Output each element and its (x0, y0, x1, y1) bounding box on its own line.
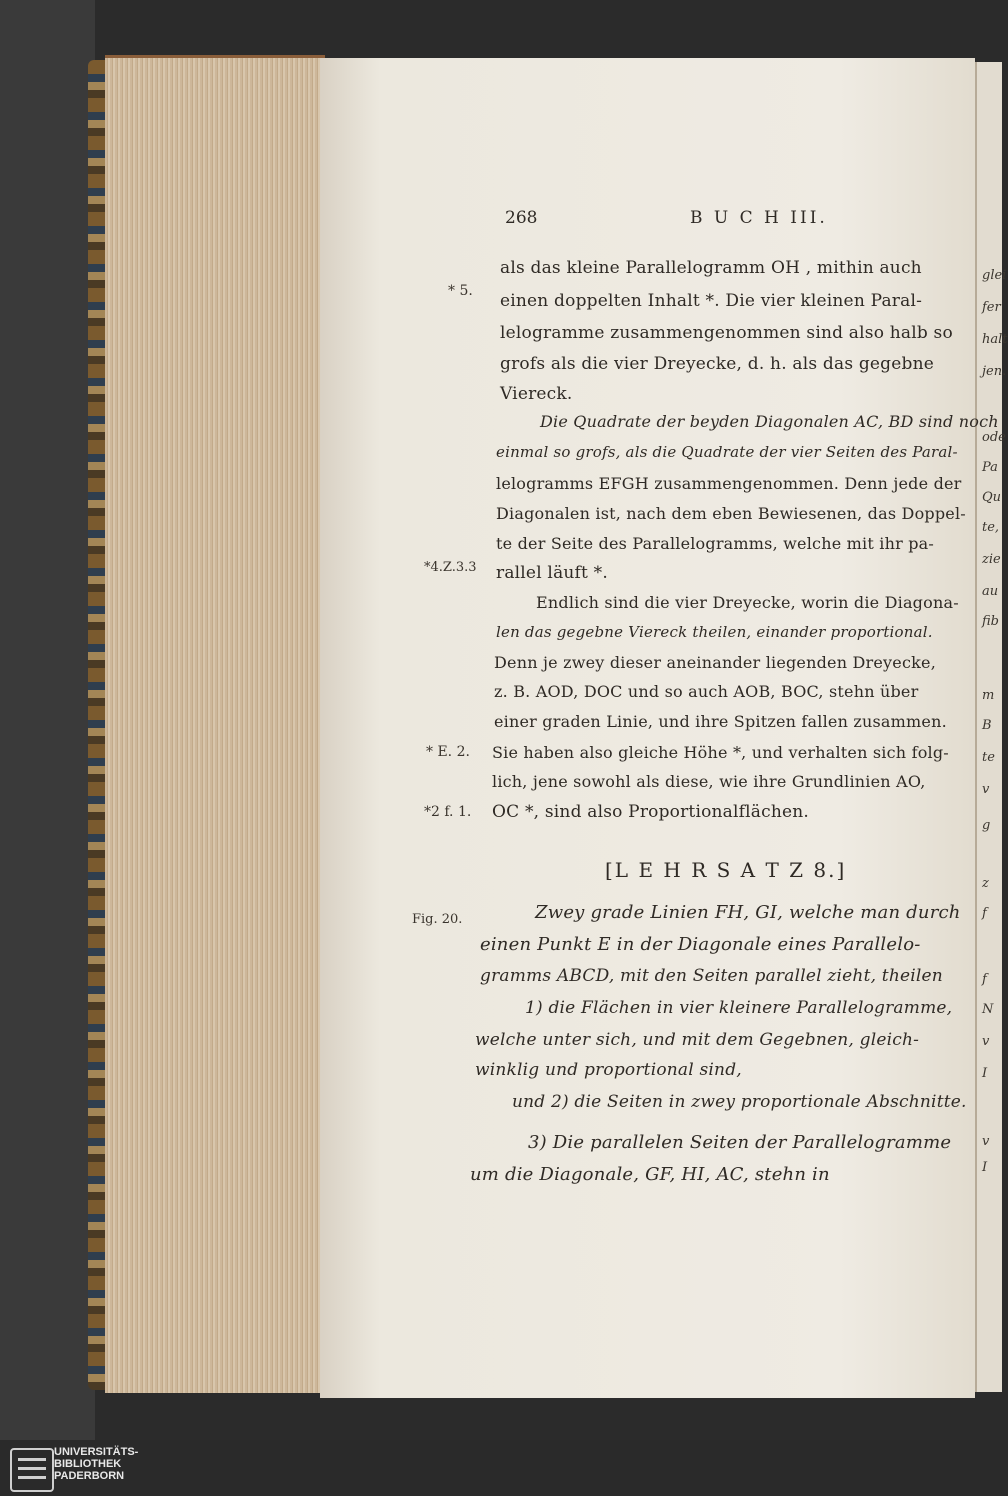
facing-page-fragment: N (982, 1002, 994, 1017)
theorem-line: winklig und proportional sind, (475, 1060, 742, 1080)
library-logo-icon (10, 1448, 54, 1492)
facing-page-fragment: Pa (982, 460, 998, 475)
text-line: einen doppelten Inhalt *. Die vier kleinen Paral- (500, 291, 923, 311)
text-line: Viereck. (500, 384, 573, 404)
margin-note: *2 f. 1. (424, 804, 472, 820)
facing-page-fragment: te (982, 750, 995, 765)
facing-page-fragment: au (982, 584, 999, 599)
text-line: len das gegebne Viereck theilen, einander proportional. (496, 623, 933, 641)
background-left (0, 0, 95, 1440)
facing-page-fragment: I (982, 1066, 988, 1081)
theorem-heading: [L E H R S A T Z 8.] (605, 858, 847, 882)
logo-line: UNIVERSITÄTS- (54, 1446, 139, 1458)
margin-note: * 5. (448, 283, 473, 299)
facing-page-fragment: I (982, 1160, 988, 1175)
theorem-line: 3) Die parallelen Seiten der Parallelogramme (528, 1132, 952, 1153)
facing-page-fragment: ode (982, 430, 1006, 445)
facing-page-fragment: halt (982, 332, 1008, 347)
text-line: z. B. AOD, DOC und so auch AOB, BOC, stehn über (494, 682, 919, 701)
text-line: Sie haben also gleiche Höhe *, und verhalten sich folg- (492, 743, 949, 762)
facing-page-fragment: fer (982, 300, 1001, 315)
facing-page-fragment: z (982, 876, 989, 891)
margin-note: *4.Z.3.3 (424, 560, 477, 575)
text-line: Diagonalen ist, nach dem eben Bewiesenen, das Doppel- (496, 504, 966, 523)
facing-page-fragment: f (982, 972, 987, 987)
text-line: lich, jene sowohl als diese, wie ihre Grundlinien AO, (492, 772, 926, 791)
facing-page-fragment: fib (982, 614, 999, 629)
text-line: OC *, sind also Proportionalflächen. (492, 802, 810, 822)
facing-page-fragment: v (982, 1034, 990, 1049)
facing-page-fragment: te, (982, 520, 1000, 535)
text-line: als das kleine Parallelogramm OH , mithin auch (500, 258, 922, 278)
facing-page-fragment: jen. (982, 364, 1007, 379)
running-title: B U C H III. (690, 208, 828, 228)
text-line: einer graden Linie, und ihre Spitzen fallen zusammen. (494, 712, 947, 731)
text-line: Die Quadrate der beyden Diagonalen AC, BD sind noch (540, 412, 999, 431)
text-line: grofs als die vier Dreyecke, d. h. als das gegebne (500, 354, 935, 374)
theorem-line: um die Diagonale, GF, HI, AC, stehn in (470, 1164, 830, 1185)
facing-page-fragment: zie (982, 552, 1001, 567)
text-line: te der Seite des Parallelogramms, welche mit ihr pa- (496, 534, 935, 553)
facing-page-fragment: f (982, 906, 987, 921)
logo-line: PADERBORN (54, 1470, 125, 1482)
facing-page-fragment: v (982, 1134, 990, 1149)
facing-page-fragment: glei (982, 268, 1007, 283)
page-number: 268 (505, 208, 538, 228)
theorem-line: und 2) die Seiten in zwey proportionale Abschnitte. (512, 1092, 967, 1112)
library-logo-text (54, 1446, 138, 1482)
theorem-line: welche unter sich, und mit dem Gegebnen, gleich- (475, 1030, 920, 1050)
theorem-line: Zwey grade Linien FH, GI, welche man durch (535, 902, 961, 923)
text-line: Denn je zwey dieser aneinander liegenden Dreyecke, (494, 653, 936, 672)
facing-page-fragment: B (982, 718, 992, 733)
facing-page-fragment: g (982, 818, 991, 833)
theorem-line: 1) die Flächen in vier kleinere Parallelogramme, (525, 998, 953, 1018)
text-line: Endlich sind die vier Dreyecke, worin die Diagona- (536, 593, 959, 612)
facing-page-fragment: v (982, 782, 990, 797)
facing-page-fragment: m (982, 688, 995, 703)
text-line: rallel läuft *. (496, 563, 608, 583)
text-line: lelogramms EFGH zusammengenommen. Denn jede der (496, 474, 962, 493)
figure-reference: Fig. 20. (412, 912, 463, 927)
footer-bar (0, 1440, 1000, 1496)
margin-note: * E. 2. (426, 744, 470, 760)
facing-page-fragment: Qu (982, 490, 1002, 505)
theorem-line: gramms ABCD, mit den Seiten parallel zieht, theilen (480, 966, 943, 986)
logo-line: BIBLIOTHEK (54, 1458, 122, 1470)
page-stack-edge (105, 55, 325, 1393)
text-line: einmal so grofs, als die Quadrate der vier Seiten des Paral- (496, 443, 958, 461)
text-line: lelogramme zusammengenommen sind also halb so (500, 323, 953, 343)
theorem-line: einen Punkt E in der Diagonale eines Parallelo- (480, 934, 921, 955)
